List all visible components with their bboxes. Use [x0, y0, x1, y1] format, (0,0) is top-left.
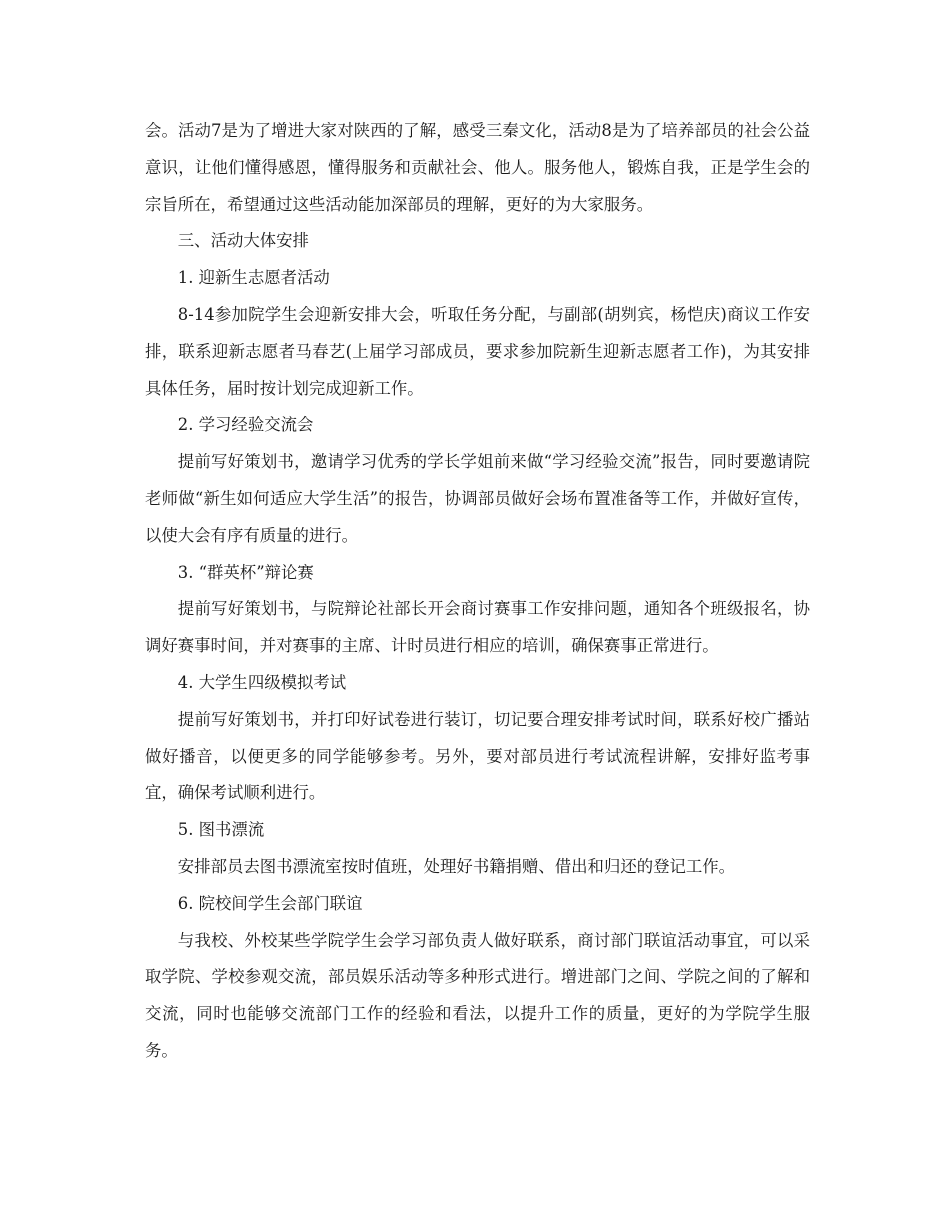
item-body-4: 提前写好策划书，并打印好试卷进行装订，切记要合理安排考试时间，联系好校广播站做好播音，以便更多的同学能够参考。另外，要对部员进行考试流程讲解，安排好监考事宜，确保考试顺利进行。 [145, 709, 810, 803]
item-heading-6: 6. 院校间学生会部门联谊 [177, 893, 363, 913]
item-body-3: 提前写好策划书，与院辩论社部长开会商讨赛事工作安排问题，通知各个班级报名，协调好赛事时间，并对赛事的主席、计时员进行相应的培训，确保赛事正常进行。 [145, 599, 810, 656]
item-body-5: 安排部员去图书漂流室按时值班，处理好书籍捐赠、借出和归还的登记工作。 [177, 856, 736, 876]
item-body-6: 与我校、外校某些学院学生会学习部负责人做好联系，商讨部门联谊活动事宜，可以采取学院、学校参观交流，部员娱乐活动等多种形式进行。增进部门之间、学院之间的了解和交流，同时也能够交流部门工作的经验和看法，以提升工作的质量，更好的为学院学生服务。 [145, 930, 810, 1060]
item-body-1: 8-14参加院学生会迎新安排大会，听取任务分配，与副部(胡刿宾，杨恺庆)商议工作安排，联系迎新志愿者马春艺(上届学习部成员，要求参加院新生迎新志愿者工作)，为其安排具体任务，届时按计划完成迎新工作。 [145, 304, 810, 398]
item-heading-3: 3. “群英杯”辩论赛 [177, 562, 314, 582]
section-title: 三、活动大体安排 [177, 231, 309, 251]
item-heading-1: 1. 迎新生志愿者活动 [177, 268, 330, 288]
item-heading-4: 4. 大学生四级模拟考试 [177, 672, 347, 692]
item-heading-2: 2. 学习经验交流会 [177, 415, 314, 435]
document-page [145, 113, 810, 1070]
item-heading-5: 5. 图书漂流 [177, 820, 265, 840]
paragraph-intro: 会。活动7是为了增进大家对陕西的了解，感受三秦文化，活动8是为了培养部员的社会公益意识，让他们懂得感恩，懂得服务和贡献社会、他人。服务他人，锻炼自我，正是学生会的宗旨所在，希望通过这些活动能加深部员的理解，更好的为大家服务。 [145, 121, 810, 214]
item-body-2: 提前写好策划书，邀请学习优秀的学长学姐前来做“学习经验交流”报告，同时要邀请院老师做“新生如何适应大学生活”的报告，协调部员做好会场布置准备等工作，并做好宣传，以使大会有序有质量的进行。 [145, 452, 810, 545]
